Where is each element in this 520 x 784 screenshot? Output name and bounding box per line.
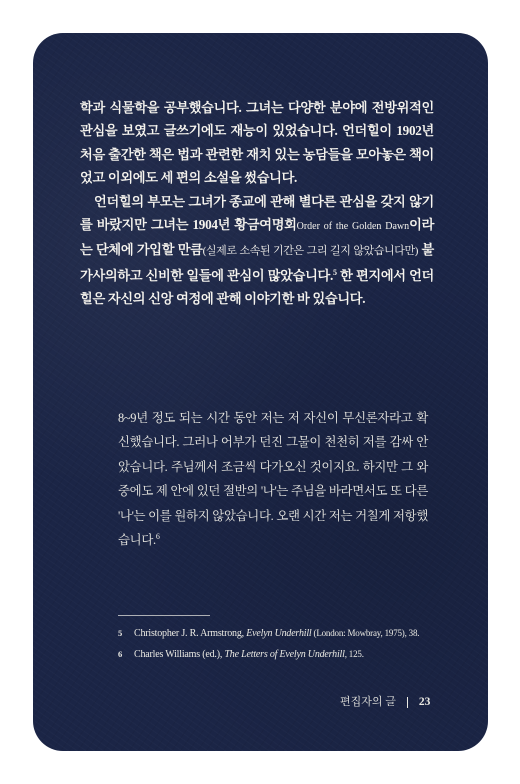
paragraph-1: 학과 식물학을 공부했습니다. 그녀는 다양한 분야에 전방위적인 관심을 보였고 글쓰기에도 재능이 있었습니다. 언더힐이 1902년 처음 출간한 책은 법과 관련한 재치 있는 농담들을 모아놓은 책이었고 이외에도 세 편의 소설을 썼습니다.: [80, 100, 434, 186]
footnote-6: [118, 644, 448, 665]
footnote-number: 5: [118, 628, 123, 638]
footnote-author: Charles Williams (ed.),: [134, 649, 225, 660]
main-text: [80, 96, 434, 311]
footnote-rest: , 125.: [344, 649, 364, 659]
page-number: 23: [418, 696, 431, 708]
section-title: 편집자의 글: [340, 696, 396, 708]
footnote-author: Christopher J. R. Armstrong,: [134, 628, 247, 639]
quote-paragraph: [118, 406, 428, 552]
footnote-5: [118, 623, 448, 644]
paragraph-2-part-2: 이라는 단체에 가입할 만큼: [80, 217, 435, 258]
footnote-ref-5[interactable]: 5: [332, 267, 337, 277]
quote-text: 8~9년 정도 되는 시간 동안 저는 저 자신이 무신론자라고 확신했습니다. 그러나 어부가 던진 그물이 천천히 저를 감싸 안았습니다. 주님께서 조금씩 다가오신 것이지요. 하지만 그 와중에도 제 안에 있던 절반의 '나'는 주님을 바라면서도 또 다른 '나'는 이를 원하지 않았습니다. 오랜 시간 저는 거칠게 저항했습니다.: [118, 411, 428, 548]
block-quote: [118, 406, 428, 552]
footnote-title: The Letters of Evelyn Underhill: [224, 649, 345, 660]
paragraph-2-part-1: 언더힐의 부모는 그녀가 종교에 관해 별다른 관심을 갖지 않기를 바랐지만 그녀는 1904년 황금여명회: [80, 193, 434, 233]
footer-separator: [407, 697, 408, 708]
footnote-title: Evelyn Underhill: [246, 628, 312, 639]
page-footer: [340, 694, 430, 710]
paragraph-2: [80, 190, 434, 311]
footnote-text: [134, 623, 419, 644]
footnote-rest: (London: Mowbray, 1975), 38.: [311, 628, 420, 638]
footnote-divider: [118, 615, 210, 616]
paragraph-2-part-3: 불가사의하고 신비한 일들에 관심이 많았습니다.: [80, 242, 434, 283]
order-name-latin: Order of the Golden Dawn: [296, 221, 410, 233]
footnote-text: [134, 644, 364, 665]
paragraph-2-part-4: 한 편지에서 언더힐은 자신의 신앙 여정에 관해 이야기한 바 있습니다.: [80, 267, 434, 307]
paragraph-2-parenthetical: (실제로 소속된 기간은 그리 길지 않았습니다만): [202, 245, 418, 258]
footnotes: [118, 623, 448, 665]
footnote-ref-6[interactable]: 6: [155, 532, 160, 542]
footnote-number: 6: [118, 649, 123, 659]
